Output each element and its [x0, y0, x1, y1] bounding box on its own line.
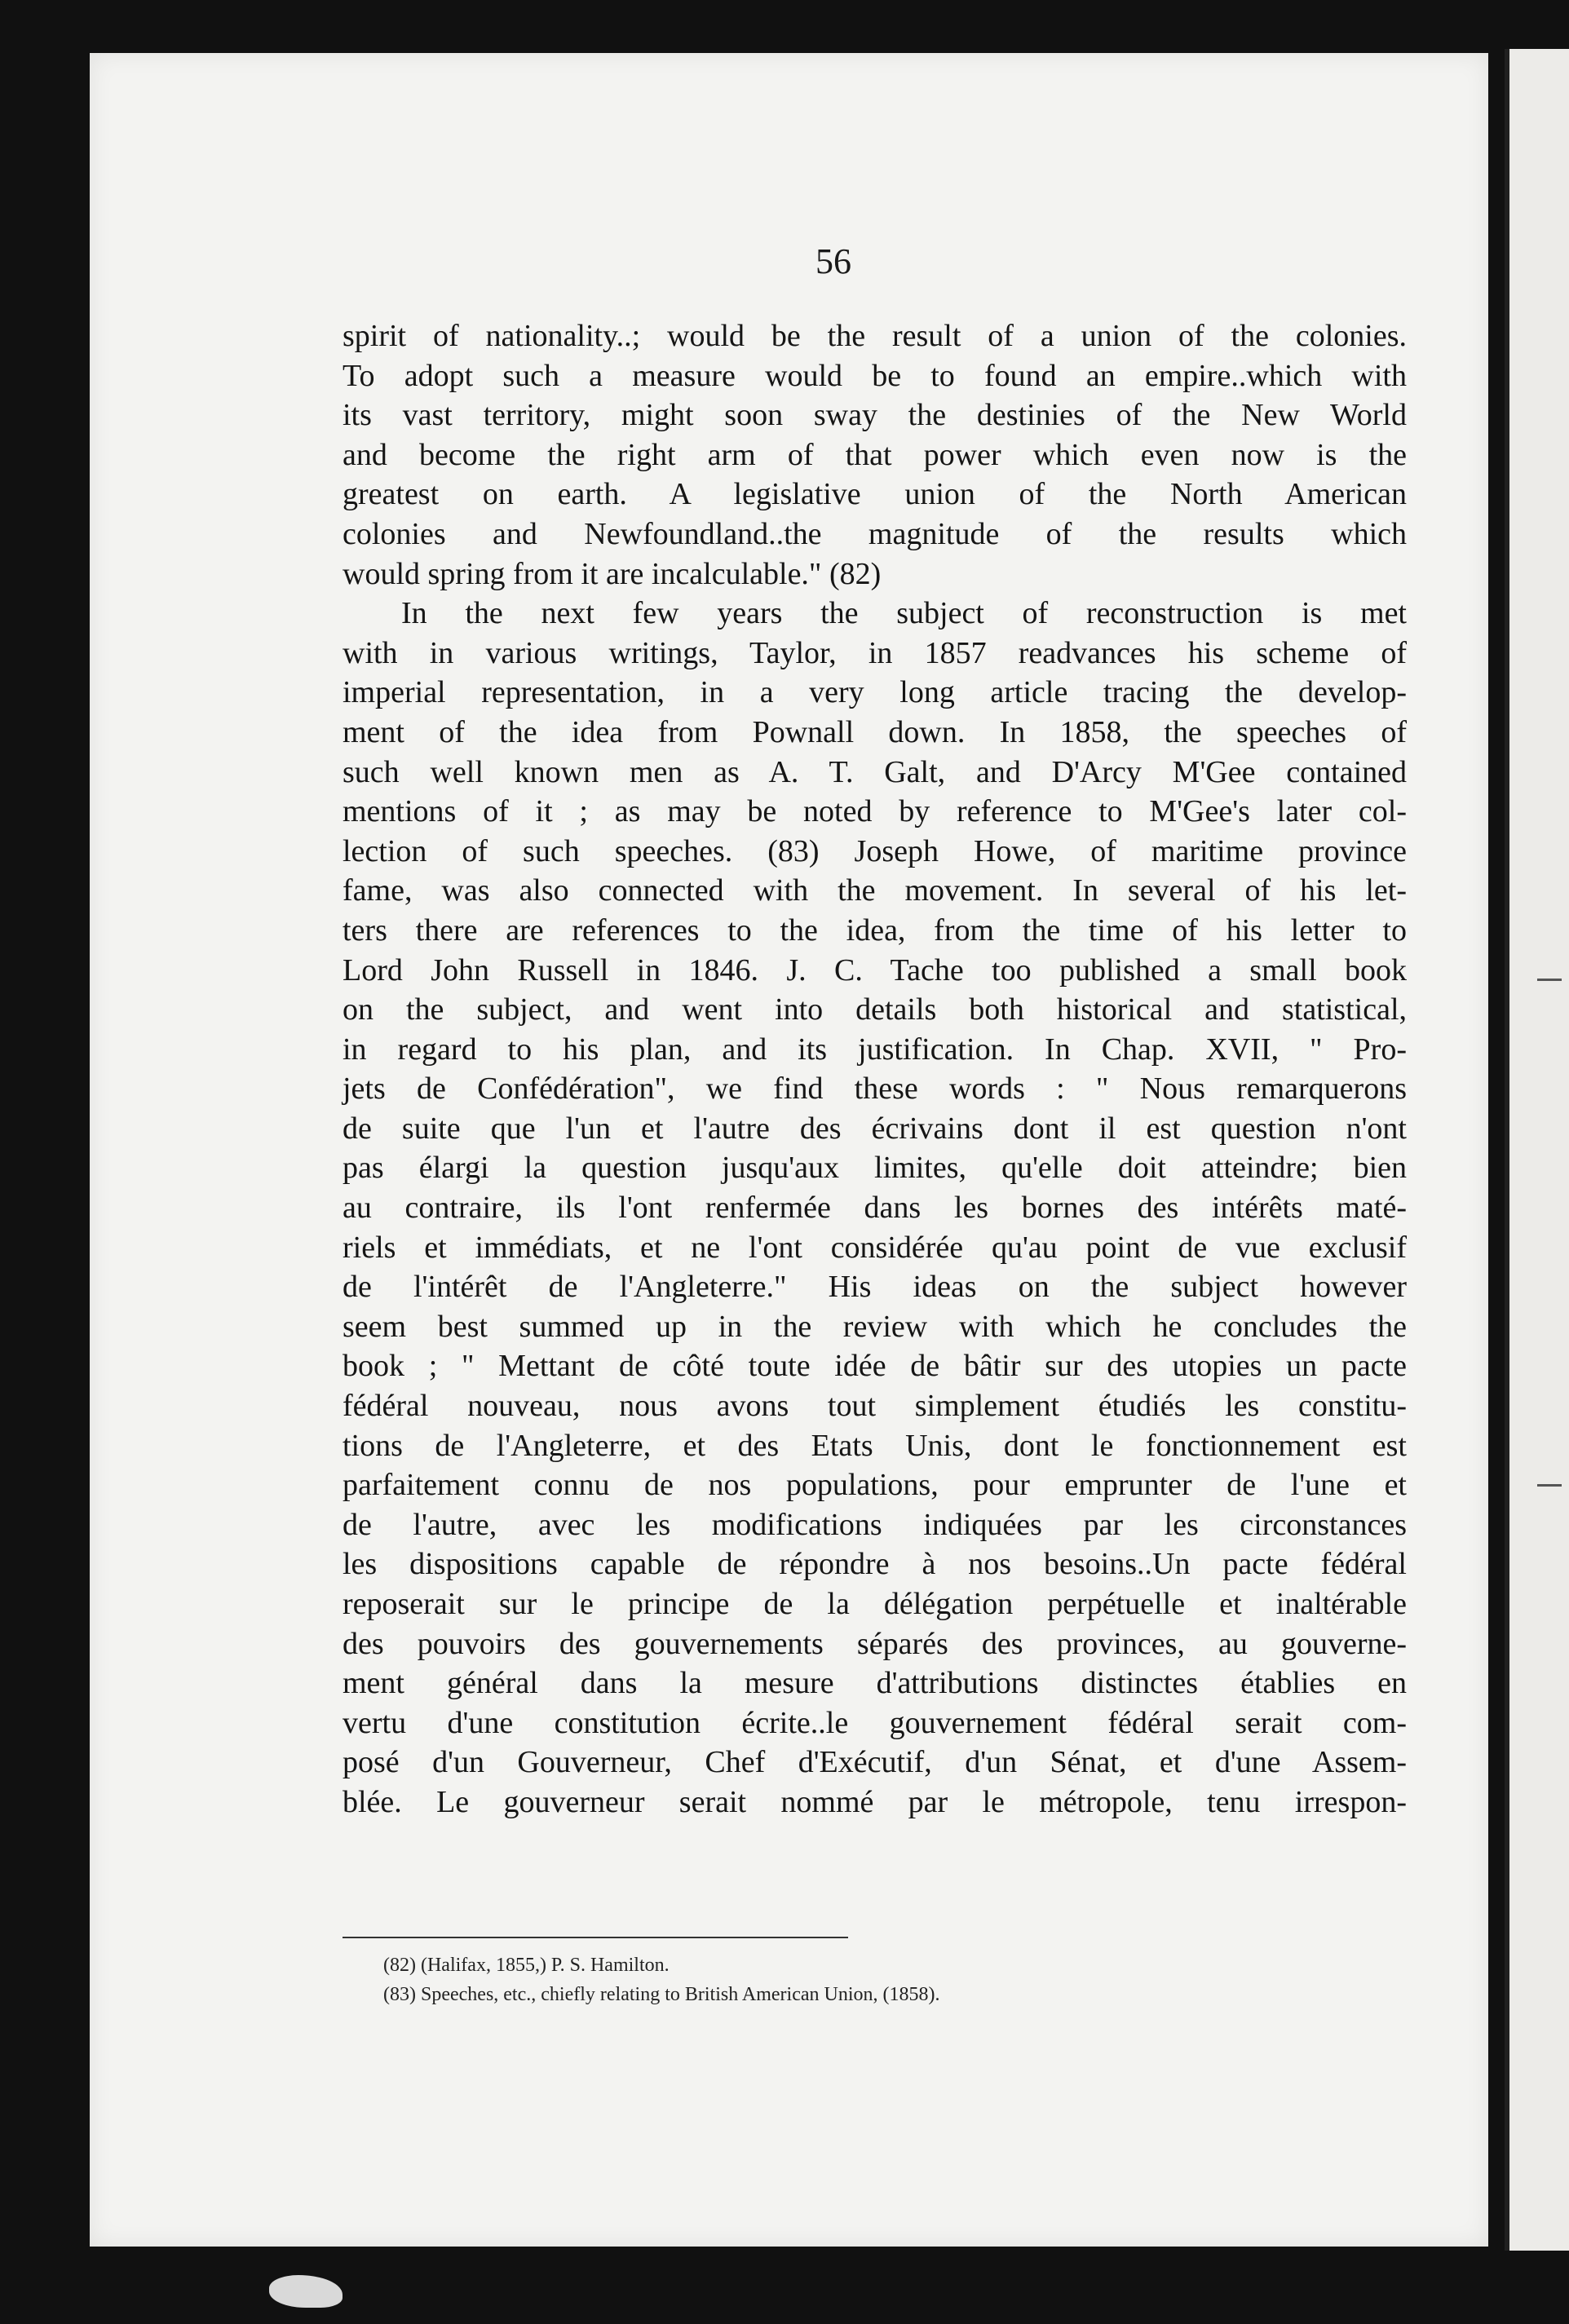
text-line: and become the right arm of that power which even now is the: [343, 437, 1407, 472]
text-line: To adopt such a measure would be to found an empire..which with: [343, 358, 1407, 393]
text-line: would spring from it are incalculable." (82): [343, 556, 882, 591]
footnotes: [383, 1951, 1362, 2009]
text-line: ters there are references to the idea, from the time of his letter to: [343, 912, 1407, 948]
text-line: pas élargi la question jusqu'aux limites, qu'elle doit atteindre; bien: [343, 1151, 1407, 1186]
text-line: posé d'un Gouverneur, Chef d'Exécutif, d'un Sénat, et d'une Assem-: [343, 1745, 1407, 1780]
text-line: fédéral nouveau, nous avons tout simplement étudiés les constitu-: [343, 1389, 1407, 1424]
text-line: such well known men as A. T. Galt, and D'Arcy M'Gee contained: [343, 754, 1407, 789]
body-text: [343, 316, 1407, 1823]
text-line: ment général dans la mesure d'attributions distinctes établies en: [343, 1666, 1407, 1701]
text-line: tions de l'Angleterre, et des Etats Unis, dont le fonctionnement est: [343, 1428, 1407, 1463]
text-line: on the subject, and went into details both historical and statistical,: [343, 992, 1407, 1027]
text-line: parfaitement connu de nos populations, pour emprunter de l'une et: [343, 1468, 1407, 1503]
text-line: spirit of nationality..; would be the result of a union of the colonies.: [343, 319, 1407, 353]
text-line: fame, was also connected with the movement. In several of his let-: [343, 873, 1407, 908]
text-line: les dispositions capable de répondre à nos besoins..Un pacte fédéral: [343, 1547, 1407, 1582]
margin-mark: [1537, 979, 1562, 981]
text-line: Lord John Russell in 1846. J. C. Tache too published a small book: [343, 952, 1407, 987]
text-line: de l'autre, avec les modifications indiquées par les circonstances: [343, 1507, 1407, 1542]
text-line: au contraire, ils l'ont renfermée dans les bornes des intérêts maté-: [343, 1191, 1407, 1226]
text-line: its vast territory, might soon sway the destinies of the New World: [343, 398, 1407, 433]
text-line: riels et immédiats, et ne l'ont considérée qu'au point de vue exclusif: [343, 1230, 1407, 1265]
text-line: book ; " Mettant de côté toute idée de bâtir sur des utopies un pacte: [343, 1349, 1407, 1384]
text-line: lection of such speeches. (83) Joseph Howe, of maritime province: [343, 833, 1407, 868]
text-line: seem best summed up in the review with which he concludes the: [343, 1309, 1407, 1344]
text-line: vertu d'une constitution écrite..le gouvernement fédéral serait com-: [343, 1705, 1407, 1740]
text-line: des pouvoirs des gouvernements séparés des provinces, au gouverne-: [343, 1626, 1407, 1661]
footnote-rule: [343, 1937, 848, 1938]
text-line: de suite que l'un et l'autre des écrivains dont il est question n'ont: [343, 1111, 1407, 1146]
page-gutter-shadow: [1505, 49, 1509, 2251]
footnote-82: (82) (Halifax, 1855,) P. S. Hamilton.: [383, 1955, 670, 1976]
text-line: ment of the idea from Pownall down. In 1858, the speeches of: [343, 714, 1407, 749]
text-line: in regard to his plan, and its justification. In Chap. XVII, " Pro-: [343, 1032, 1407, 1067]
text-line: de l'intérêt de l'Angleterre." His ideas on the subject however: [343, 1270, 1407, 1305]
text-line: mentions of it ; as may be noted by reference to M'Gee's later col-: [343, 794, 1407, 829]
text-line: jets de Confédération", we find these words : " Nous remarquerons: [343, 1071, 1407, 1107]
text-line: imperial representation, in a very long article tracing the develop-: [343, 675, 1407, 710]
adjacent-page-edge: [1505, 49, 1569, 2251]
text-line: with in various writings, Taylor, in 1857 readvances his scheme of: [343, 635, 1407, 670]
text-line: blée. Le gouverneur serait nommé par le métropole, tenu irrespon-: [343, 1784, 1407, 1819]
text-line: In the next few years the subject of reconstruction is met: [401, 596, 1407, 631]
page-number: 56: [815, 241, 851, 281]
text-line: colonies and Newfoundland..the magnitude of the results which: [343, 516, 1407, 551]
margin-mark: [1537, 1484, 1562, 1487]
text-line: greatest on earth. A legislative union of the North American: [343, 477, 1407, 512]
footnote-83: (83) Speeches, etc., chiefly relating to British American Union, (1858).: [383, 1984, 940, 2005]
text-line: reposerait sur le principe de la délégation perpétuelle et inaltérable: [343, 1587, 1407, 1621]
scan-debris: [269, 2275, 343, 2308]
